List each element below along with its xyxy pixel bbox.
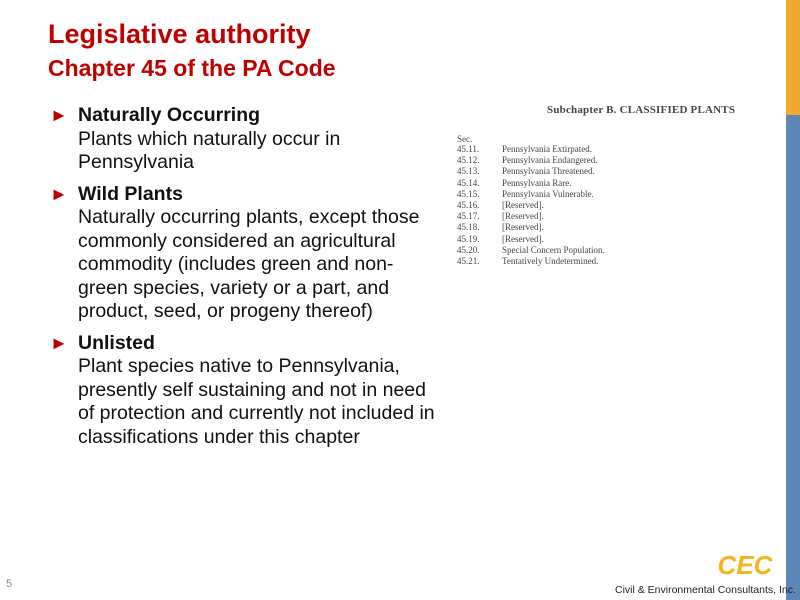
bullet-list [48, 104, 443, 457]
excerpt-section-title: [Reserved]. [502, 211, 544, 222]
bullet-item [48, 183, 443, 324]
bullet-item [48, 332, 443, 450]
excerpt-section-title: [Reserved]. [502, 199, 544, 210]
excerpt-section-item [457, 234, 605, 245]
excerpt-section-number: 45.15. [457, 188, 480, 199]
excerpt-section-number: 45.21. [457, 255, 480, 266]
excerpt-section-list [457, 144, 605, 267]
cec-logo [710, 552, 780, 578]
bullet-description: Plants which naturally occur in Pennsylvania [78, 127, 341, 173]
slide-subtitle: Chapter 45 of the PA Code [48, 55, 336, 81]
bullet-term: Naturally Occurring [78, 104, 261, 126]
excerpt-section-item [457, 144, 605, 155]
excerpt-section-item [457, 166, 605, 177]
excerpt-section-item [457, 245, 605, 256]
side-accent-blue [786, 115, 800, 600]
excerpt-sec-label: Sec. [457, 134, 473, 144]
side-accent-orange [786, 0, 800, 115]
excerpt-section-item [457, 189, 605, 200]
excerpt-section-item [457, 155, 605, 166]
side-accent-bar [786, 0, 800, 600]
excerpt-section-number: 45.17. [457, 211, 480, 222]
excerpt-section-number: 45.16. [457, 199, 480, 210]
excerpt-heading: Subchapter B. CLASSIFIED PLANTS [547, 104, 736, 116]
bullet-item [48, 104, 443, 175]
bullet-arrow-icon: ► [50, 332, 68, 353]
bullet-arrow-icon: ► [50, 183, 68, 204]
excerpt-section-number: 45.14. [457, 177, 480, 188]
bullet-description: Naturally occurring plants, except those commonly considered an agricultural commodity (includes green and non-green species, variety or a part, and product, seed, or progeny thereof) [78, 206, 420, 322]
page-number: 5 [6, 578, 13, 590]
excerpt-section-item [457, 256, 605, 267]
excerpt-section-item [457, 222, 605, 233]
excerpt-section-title: Pennsylvania Threatened. [502, 166, 595, 177]
excerpt-section-title: Special Concern Population. [502, 244, 605, 255]
bullet-arrow-icon: ► [50, 105, 68, 125]
excerpt-section-number: 45.12. [457, 155, 480, 166]
excerpt-section-title: Tentatively Undetermined. [502, 255, 599, 266]
excerpt-section-title: [Reserved]. [502, 222, 544, 233]
bullet-term: Wild Plants [78, 182, 183, 205]
excerpt-section-title: [Reserved]. [502, 233, 544, 244]
slide-title: Legislative authority [48, 19, 311, 49]
bullet-description: Plant species native to Pennsylvania, presently self sustaining and not in need of protection and currently not included in classifications under this chapter [78, 355, 435, 448]
excerpt-section-number: 45.13. [457, 166, 480, 177]
cec-logo-text: CEC [717, 552, 773, 578]
excerpt-section-item [457, 200, 605, 211]
excerpt-section-number: 45.18. [457, 222, 480, 233]
bullet-term: Unlisted [78, 331, 155, 354]
company-name: Civil & Environmental Consultants, Inc. [615, 584, 796, 596]
excerpt-section-title: Pennsylvania Rare. [502, 177, 572, 188]
excerpt-section-number: 45.19. [457, 233, 480, 244]
excerpt-section-title: Pennsylvania Extirpated. [502, 144, 592, 154]
excerpt-section-item [457, 178, 605, 189]
excerpt-section-title: Pennsylvania Vulnerable. [502, 188, 594, 199]
excerpt-section-item [457, 211, 605, 222]
excerpt-section-number: 45.20. [457, 244, 480, 255]
excerpt-section-number: 45.11. [457, 144, 480, 154]
excerpt-section-title: Pennsylvania Endangered. [502, 155, 598, 166]
